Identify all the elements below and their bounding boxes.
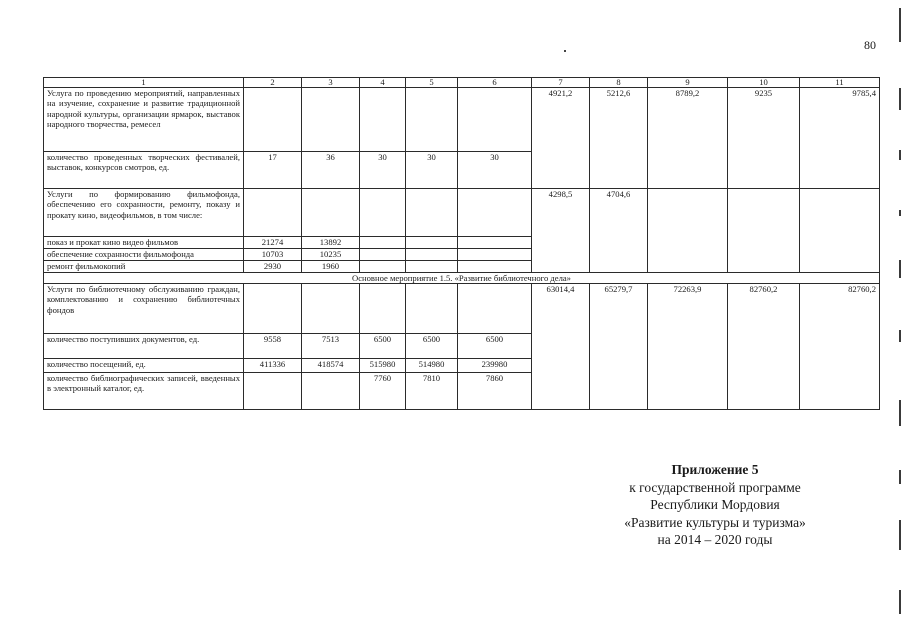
- table-row-creative-service: [44, 88, 880, 152]
- cell-col3: 10235: [302, 249, 360, 261]
- cell-col4: 7760: [360, 373, 406, 410]
- page-number: 80: [864, 38, 876, 52]
- appendix-line-4: на 2014 – 2020 годы: [657, 532, 773, 547]
- scan-edge-artifact: [891, 0, 905, 640]
- cell-col6: 6500: [458, 334, 532, 359]
- table-row-section: [44, 273, 880, 284]
- row-label: количество проведенных творческих фестивалей, выставок, конкурсов смотров, ед.: [44, 152, 244, 189]
- cell-col11: 82760,2: [800, 284, 880, 410]
- scan-speck: [899, 520, 901, 550]
- appendix-block: [600, 461, 830, 549]
- header-cell-9: 9: [648, 78, 728, 88]
- row-label: показ и прокат кино видео фильмов: [44, 237, 244, 249]
- header-cell-5: 5: [406, 78, 458, 88]
- appendix-line-1: к государственной программе: [629, 479, 801, 495]
- cell-col9: 8789,2: [648, 88, 728, 189]
- header-cell-4: 4: [360, 78, 406, 88]
- header-cell-2: 2: [244, 78, 302, 88]
- cell-col8: 65279,7: [590, 284, 648, 410]
- scan-speck: [899, 150, 901, 160]
- cell-col3: 418574: [302, 359, 360, 373]
- row-label: количество посещений, ед.: [44, 359, 244, 373]
- appendix-line-3: «Развитие культуры и туризма»: [624, 514, 806, 530]
- scan-speck: [899, 400, 901, 426]
- row-label: Услуга по проведению мероприятий, направленных на изучение, сохранение и развитие традиционной народной культуры, организации ярмарок, выставок народного творчества, ремесел: [44, 88, 244, 152]
- cell-col8: 5212,6: [590, 88, 648, 189]
- cell-col2: 2930: [244, 261, 302, 273]
- cell-col6: 239980: [458, 359, 532, 373]
- cell-col3: 13892: [302, 237, 360, 249]
- cell-col6: 7860: [458, 373, 532, 410]
- cell-col3: 1960: [302, 261, 360, 273]
- section-title: Основное мероприятие 1.5. «Развитие библиотечного дела»: [44, 273, 880, 284]
- scan-speck: [899, 330, 901, 342]
- cell-col7: 4921,2: [532, 88, 590, 189]
- cell-col6: 30: [458, 152, 532, 189]
- table-row-library-service: [44, 284, 880, 334]
- header-cell-3: 3: [302, 78, 360, 88]
- header-cell-11: 11: [800, 78, 880, 88]
- row-label: обеспечение сохранности фильмофонда: [44, 249, 244, 261]
- row-label: количество поступивших документов, ед.: [44, 334, 244, 359]
- header-cell-6: 6: [458, 78, 532, 88]
- appendix-title: Приложение 5: [671, 462, 759, 477]
- scan-speck: [899, 8, 901, 42]
- header-cell-7: 7: [532, 78, 590, 88]
- scan-speck: [899, 210, 901, 216]
- cell-col5: 7810: [406, 373, 458, 410]
- cell-col7: 4298,5: [532, 189, 590, 273]
- appendix-line-2: Республики Мордовия: [650, 497, 780, 512]
- header-cell-1: 1: [44, 78, 244, 88]
- cell-col5: 30: [406, 152, 458, 189]
- cell-col11: 9785,4: [800, 88, 880, 189]
- cell-col4: 30: [360, 152, 406, 189]
- cell-col2: 17: [244, 152, 302, 189]
- cell-col8: 4704,6: [590, 189, 648, 273]
- scan-speck: [899, 260, 901, 278]
- scan-speck: [899, 470, 901, 484]
- header-cell-8: 8: [590, 78, 648, 88]
- cell-col3: 7513: [302, 334, 360, 359]
- cell-col9: 72263,9: [648, 284, 728, 410]
- cell-col10: 9235: [728, 88, 800, 189]
- cell-col4: 515980: [360, 359, 406, 373]
- scan-speck: [564, 50, 566, 52]
- header-row: [44, 78, 880, 88]
- budget-table: [43, 77, 880, 410]
- scan-speck: [899, 590, 901, 614]
- row-label: количество библиографических записей, введенных в электронный каталог, ед.: [44, 373, 244, 410]
- cell-col10: 82760,2: [728, 284, 800, 410]
- cell-col7: 63014,4: [532, 284, 590, 410]
- row-label: Услуги по формированию фильмофонда, обеспечению его сохранности, ремонту, показу и прокату кино, видеофильмов, в том числе:: [44, 189, 244, 237]
- cell-col2: 21274: [244, 237, 302, 249]
- cell-col5: 6500: [406, 334, 458, 359]
- table-row-film-service: [44, 189, 880, 237]
- cell-col5: 514980: [406, 359, 458, 373]
- row-label: ремонт фильмокопий: [44, 261, 244, 273]
- cell-col2: 9558: [244, 334, 302, 359]
- cell-col4: 6500: [360, 334, 406, 359]
- cell-col3: 36: [302, 152, 360, 189]
- cell-col2: 10703: [244, 249, 302, 261]
- header-cell-10: 10: [728, 78, 800, 88]
- scan-speck: [899, 88, 901, 110]
- row-label: Услуги по библиотечному обслуживанию граждан, комплектованию и сохранению библиотечных фондов: [44, 284, 244, 334]
- cell-col2: 411336: [244, 359, 302, 373]
